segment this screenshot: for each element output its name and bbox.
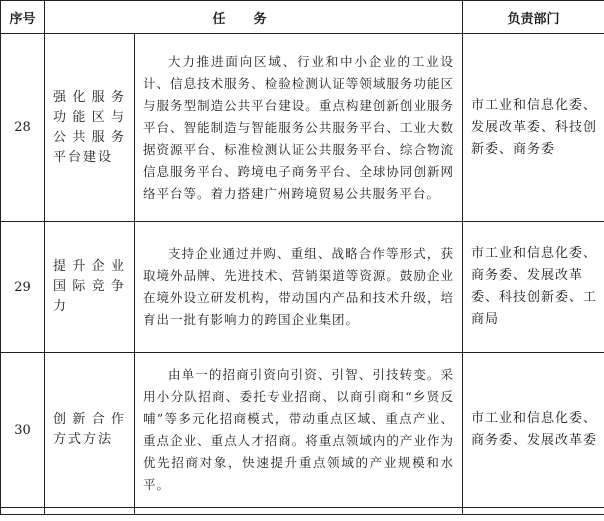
table-row <box>1 353 604 508</box>
table-row <box>1 222 604 353</box>
table-header-row <box>1 1 604 34</box>
task-description: 由单一的招商引资向引资、引智、引技转变。采用小分队招商、委托专业招商、以商引商和“乡贤反哺”等多元化招商模式，带动重点区域、重点产业、重点企业、重点人才招商。将重点领域内的产业作为优先招商对象，快速提升重点领域的产业规模和水平。 <box>135 353 463 508</box>
empty-cell <box>1 508 45 515</box>
empty-cell <box>463 508 604 515</box>
responsible-dept: 市工业和信息化委、商务委、发展改革委 <box>463 353 604 508</box>
header-dept: 负责部门 <box>463 1 604 34</box>
row-number: 30 <box>1 353 45 508</box>
header-no: 序号 <box>1 1 45 34</box>
header-task-label: 任务 <box>212 11 295 27</box>
task-description: 大力推进面向区域、行业和中小企业的工业设计、信息技术服务、检验检测认证等领域服务功能区与服务型制造公共平台建设。重点构建创新创业服务平台、智能制造与智能服务公共服务平台、工业大数据资源平台、标准检测认证公共服务平台、综合物流信息服务平台、跨境电子商务平台、全球协同创新网络平台等。着力搭建广州跨境贸易公共服务平台。 <box>135 34 463 222</box>
task-name: 提升企业国际竞争力 <box>45 222 135 353</box>
table-row-continuation <box>1 508 604 515</box>
task-description: 支持企业通过并购、重组、战略合作等形式，获取境外品牌、先进技术、营销渠道等资源。鼓励企业在境外设立研发机构，带动国内产品和技术升级，培育出一批有影响力的跨国企业集团。 <box>135 222 463 353</box>
row-number: 29 <box>1 222 45 353</box>
task-name: 创新合作方式方法 <box>45 353 135 508</box>
empty-cell <box>135 508 463 515</box>
responsible-dept: 市工业和信息化委、商务委、发展改革委、科技创新委、工商局 <box>463 222 604 353</box>
responsible-dept: 市工业和信息化委、发展改革委、科技创新委、商务委 <box>463 34 604 222</box>
row-number: 28 <box>1 34 45 222</box>
table-row <box>1 34 604 222</box>
header-task <box>45 1 463 34</box>
task-name: 强化服务功能区与公共服务平台建设 <box>45 34 135 222</box>
empty-cell <box>45 508 135 515</box>
